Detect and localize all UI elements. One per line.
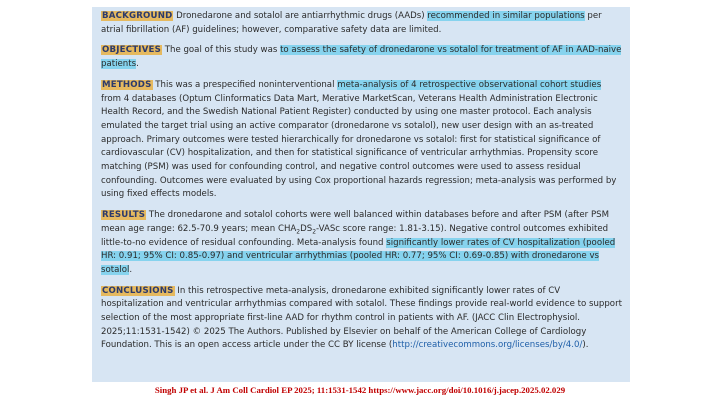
methods-text-end: from 4 databases (Optum Clinformatics Data Mart, Merative MarketScan, Veterans Health Administration Electronic Health Record, and the Swedish National Patient Register) conducted by using one master protocol. Each analysis emulated the target trial using an active comparator (dronedarone vs sotalol), new user design with an as-treated approach. Primary outcomes were tested hierarchically for dronedarone vs sotalol: first for statistical significance of cardiovascular (CV) hospitalization, and then for statistical significance of ventricular arrhythmias. Propensity score matching (PSM) was used for confounding control, and negative control outcomes were used to assess residual confounding. Outcomes were evaluated by using Cox proportional hazards regression; meta-analysis was performed by using fixed effects models. xyxy=(101,93,617,200)
conclusions-heading: CONCLUSIONS xyxy=(102,285,174,296)
conclusions-section xyxy=(101,285,622,354)
background-section xyxy=(101,10,622,37)
objectives-text: The goal of this study was xyxy=(162,45,281,56)
results-subscript-2: 2 xyxy=(312,228,317,236)
background-heading: BACKGROUND xyxy=(102,11,173,21)
methods-text: This was a prespecified noninterventional xyxy=(152,79,338,90)
results-heading: RESULTS xyxy=(102,210,146,221)
objectives-highlight: to assess the safety of dronedarone vs sotalol for treatment of AF in AAD-naive patients xyxy=(101,45,622,70)
background-text-end: per atrial fibrillation (AF) guidelines; however, comparative safety data are limited. xyxy=(101,11,602,35)
results-text-mid: -VASc score range: 1.81-3.15). Negative control outcomes exhibited little-to-no evidence of residual confounding. Meta-analysis found xyxy=(101,223,609,248)
results-highlight: significantly lower rates of CV hospitalization (pooled HR: 0.91; 95% CI: 0.85-0.97) and ventricular arrhythmias (pooled HR: 0.77; 95% CI: 0.69-0.85) with dronedarone vs sotalol xyxy=(101,237,616,275)
results-section xyxy=(101,209,622,278)
methods-heading: METHODS xyxy=(102,79,152,90)
conclusions-text: In this retrospective meta-analysis, dronedarone exhibited significantly lower rates of CV hospitalization and ventricular arrhythmias compared with sotalol. These findings provide real-world evidence to support selection of the most appropriate first-line AAD for rhythm control in patients with AF. (JACC Clin Electrophysiol. 2025;11:1531-1542) © 2025 The Authors. Published by Elsevier on behalf of the American College of Cardiology Foundation. This is an open access article under the CC BY license ( xyxy=(101,285,622,351)
results-text: The dronedarone and sotalol cohorts were well balanced within databases before and after PSM (after PSM mean age range: 62.5-70.9 years; mean CHA xyxy=(101,210,610,234)
license-link[interactable]: http://creativecommons.org/licenses/by/4.0/ xyxy=(392,340,583,351)
conclusions-text-end: ). xyxy=(582,340,589,351)
methods-section xyxy=(101,79,622,202)
results-text-ds: DS xyxy=(300,223,313,234)
background-text: Dronedarone and sotalol are antiarrhythmic drugs (AADs) xyxy=(173,11,428,21)
objectives-text-end: . xyxy=(136,59,139,70)
results-text-end: . xyxy=(129,264,133,275)
abstract-panel xyxy=(92,7,630,382)
objectives-heading: OBJECTIVES xyxy=(102,45,162,56)
methods-highlight: meta-analysis of 4 retrospective observational cohort studies xyxy=(337,79,602,90)
citation-footer: Singh JP et al. J Am Coll Cardiol EP 2025; 11:1531-1542 https://www.jacc.org/doi/10.1016/j.jacep.2025.02.029 xyxy=(154,385,566,395)
results-subscript-1: 2 xyxy=(296,228,301,236)
objectives-section xyxy=(101,44,622,71)
background-highlight: recommended in similar populations xyxy=(427,11,585,21)
